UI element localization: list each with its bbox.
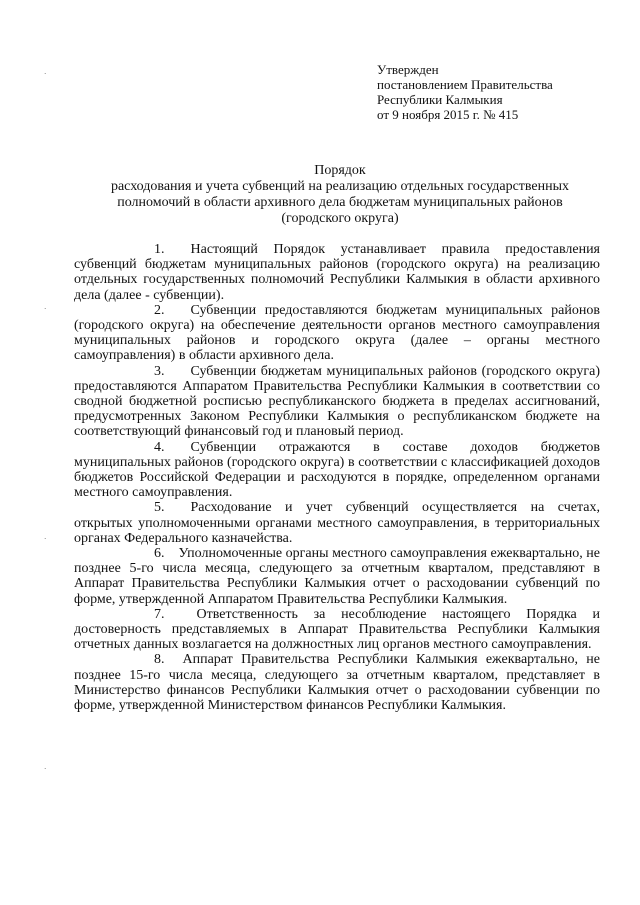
paragraph-number: 3.	[154, 363, 165, 379]
title-line-4: (городского округа)	[281, 211, 399, 226]
paragraph-number: 7.	[154, 606, 165, 622]
paragraph-text: Субвенции бюджетам муниципальных районов (городского округа) предоставляются Аппаратом Правительства Республики Калмыкия в соответствии со сводной бюджетной росписью республиканского бюджета в пределах ассигнований, предусмотренных Законом Республики Калмыкия о республиканском бюджете на соответствующий финансовый год и плановый период.	[74, 363, 600, 440]
paragraph-3	[74, 364, 600, 440]
approval-line-2: постановлением Правительства	[377, 77, 553, 92]
paragraph-2	[74, 303, 600, 364]
paragraph-text: Уполномоченные органы местного самоуправления ежеквартально, не позднее 5-го числа месяца, следующего за отчетным кварталом, представляют в Аппарат Правительства Республики Калмыкия отчет о расходовании субвенций по форме, утвержденной Аппаратом Правительства Республики Калмыкия.	[74, 546, 600, 607]
paragraph-number: 2.	[154, 302, 165, 318]
scan-speck: ·	[44, 70, 47, 78]
paragraph-7	[74, 607, 600, 653]
title-line-2: расходования и учета субвенций на реализацию отдельных государственных	[110, 179, 570, 194]
approval-stamp	[377, 62, 553, 122]
paragraph-6	[74, 546, 600, 607]
paragraph-4	[74, 440, 600, 501]
title-line-1: Порядок	[314, 163, 366, 178]
approval-line-1: Утвержден	[377, 62, 439, 77]
scan-speck: ·	[44, 535, 47, 543]
document-title	[80, 163, 600, 227]
paragraph-number: 6.	[154, 546, 165, 562]
paragraph-text: Субвенции отражаются в составе доходов бюджетов муниципальных районов (городского округа) в соответствии с классификацией доходов бюджетов Российской Федерации и расходуются в порядке, определенном органами местного самоуправления.	[74, 439, 600, 501]
document-body	[74, 242, 600, 713]
paragraph-text: Аппарат Правительства Республики Калмыкия ежеквартально, не позднее 15-го числа месяца, следующего за отчетным кварталом, представляет в Министерство финансов Республики Калмыкия отчет о расходовании субвенции по форме, утвержденной Министерством финансов Республики Калмыкия.	[74, 652, 600, 714]
paragraph-text: Ответственность за несоблюдение настоящего Порядка и достоверность представляемых в Аппарат Правительства Республики Калмыкия отчетных данных возлагается на должностных лиц органов местного самоуправления.	[74, 606, 600, 653]
paragraph-number: 4.	[154, 439, 165, 455]
paragraph-number: 1.	[154, 242, 165, 257]
scan-speck: ·	[44, 305, 47, 313]
paragraph-8	[74, 652, 600, 713]
approval-line-4: от 9 ноября 2015 г. № 415	[377, 107, 519, 122]
paragraph-text: Расходование и учет субвенций осуществляется на счетах, открытых уполномоченными органами местного самоуправления, в территориальных органах Федерального казначейства.	[74, 500, 600, 546]
paragraph-text: Настоящий Порядок устанавливает правила предоставления субвенций бюджетам муниципальных районов (городского округа) на реализацию отдельных государственных полномочий Республики Калмыкия в области архивного дела (далее - субвенции).	[74, 242, 600, 303]
approval-line-3: Республики Калмыкия	[377, 92, 503, 107]
paragraph-text: Субвенции предоставляются бюджетам муниципальных районов (городского округа) на обеспечение деятельности органов местного самоуправления муниципальных районов и городского округа (далее – органы местного самоуправления) в области архивного дела.	[74, 302, 600, 364]
paragraph-number: 8.	[154, 652, 165, 668]
title-line-3: полномочий в области архивного дела бюджетам муниципальных районов	[117, 195, 563, 210]
paragraph-number: 5.	[154, 500, 165, 516]
paragraph-1	[74, 242, 600, 303]
paragraph-5	[74, 500, 600, 546]
scan-speck: ·	[44, 765, 47, 773]
